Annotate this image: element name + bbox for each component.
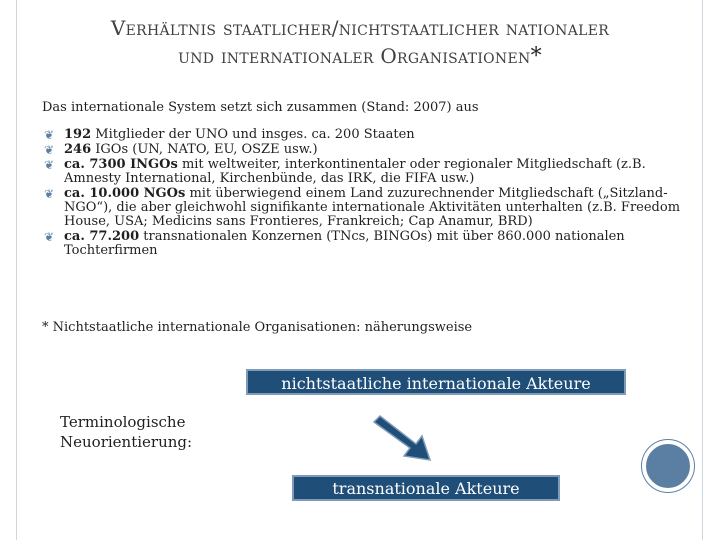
slide-title — [18, 14, 702, 71]
title-line-1: Verhältnis staatlicher/nichtstaatlicher nationaler — [110, 16, 610, 40]
nonstate-actors-box: nichtstaatliche internationale Akteure — [246, 369, 626, 395]
list-item — [44, 187, 696, 229]
bullet-text: mit weltweiter, interkontinentaler oder regionaler Mitgliedschaft (z.B. Amnesty International, Kirchenbünde, das IRK, die FIFA usw.) — [64, 157, 646, 186]
list-item — [44, 158, 696, 186]
title-star: * — [530, 44, 542, 69]
terminology-label — [60, 412, 192, 452]
leaf-icon: ❦ — [44, 187, 55, 201]
bullet-bold: ca. 7300 INGOs — [64, 157, 178, 172]
terminology-line-2: Neuorientierung: — [60, 433, 193, 451]
intro-text: Das internationale System setzt sich zusammen (Stand: 2007) aus — [42, 100, 479, 115]
right-border-line — [702, 0, 703, 540]
leaf-icon: ❦ — [44, 230, 55, 244]
title-line-2-text: und internationaler Organisationen — [178, 44, 531, 68]
list-item — [44, 230, 696, 258]
bullet-list — [44, 128, 696, 259]
arrow-down-right-icon — [368, 410, 448, 470]
leaf-icon: ❦ — [44, 158, 55, 172]
bullet-bold: ca. 77.200 — [64, 229, 140, 244]
bullet-bold: 246 — [64, 142, 92, 157]
bullet-text: Mitglieder der UNO und insges. ca. 200 Staaten — [91, 127, 415, 142]
left-border-line — [16, 0, 17, 540]
bullet-text: mit überwiegend einem Land zuzurechnender Mitgliedschaft („Sitzland-NGO“), die aber gleichwohl signifikante internationale Aktivitäten unterhalten (z.B. Freedom House, USA; Medicins sans Frontieres, Frankreich; Cap Anamur, BRD) — [64, 186, 681, 229]
list-item — [44, 143, 696, 157]
title-line-2 — [18, 42, 702, 71]
bullet-bold: ca. 10.000 NGOs — [64, 186, 186, 201]
bullet-text: IGOs (UN, NATO, EU, OSZE usw.) — [91, 142, 318, 157]
bullet-text: transnationalen Konzernen (TNcs, BINGOs) mit über 860.000 nationalen Tochterfirmen — [64, 229, 625, 258]
leaf-icon: ❦ — [44, 128, 55, 142]
list-item — [44, 128, 696, 142]
terminology-line-1: Terminologische — [60, 413, 186, 431]
transnational-actors-box: transnationale Akteure — [292, 475, 560, 501]
bullet-bold: 192 — [64, 127, 92, 142]
leaf-icon: ❦ — [44, 143, 55, 157]
footnote: * Nichtstaatliche internationale Organisationen: näherungsweise — [42, 320, 473, 335]
decorative-circle — [642, 440, 694, 492]
